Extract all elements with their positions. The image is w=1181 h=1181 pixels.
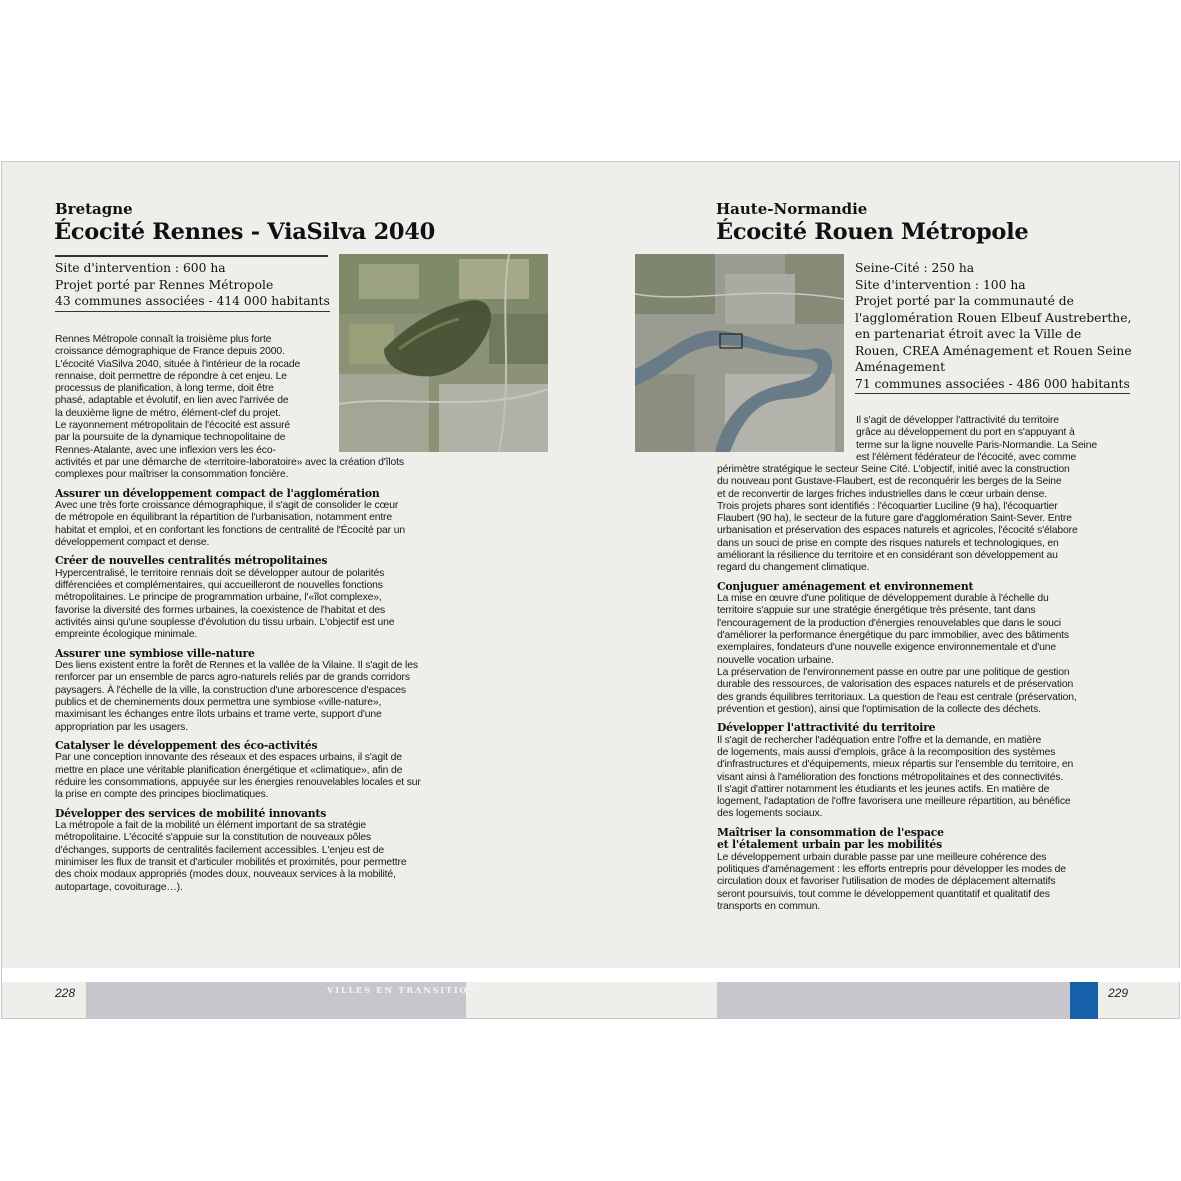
chapter-tab xyxy=(1070,982,1098,1019)
body-line: minimiser les flux de transit et d'articuler mobilités et proximités, pour permettre xyxy=(55,856,407,868)
intro-line: Rennes-Atalante, avec une inflexion vers les éco- xyxy=(55,444,276,456)
body-line: mettre en place une véritable planification énergétique et «climatique», afin de xyxy=(55,764,403,776)
left-body xyxy=(55,457,475,894)
body-line: Il s'agit d'attirer notamment les étudiants et les jeunes actifs. En matière de xyxy=(717,783,1050,795)
body-line: favorise la diversité des formes urbaines, la coexistence de l'habitat et des xyxy=(55,604,386,616)
right-fact-line: 71 communes associées - 486 000 habitants xyxy=(855,376,1130,395)
intro-line: est l'élément fédérateur de l'écocité, avec comme xyxy=(856,451,1077,463)
body-line: Des liens existent entre la forêt de Rennes et la vallée de la Vilaine. Il s'agit de les xyxy=(55,660,418,672)
intro-line: la deuxième ligne de métro, élément-clef du projet. xyxy=(55,407,281,419)
left-facts xyxy=(55,260,330,312)
left-page-number: 228 xyxy=(55,986,76,1000)
intro-line: Flaubert (90 ha), le secteur de la future gare d'agglomération Saint-Sever. Entre xyxy=(717,513,1072,525)
body-line: de logements, mais aussi d'emplois, grâce à la recomposition des systèmes xyxy=(717,746,1056,758)
left-title-rule xyxy=(55,255,328,257)
intro-line: urbanisation et préservation des espaces naturels et agricoles, l'écocité s'élabore xyxy=(717,525,1078,537)
body-line: prévention et gestion), ainsi que l'optimisation de la collecte des déchets. xyxy=(717,703,1041,715)
running-title: VILLES EN TRANSITION xyxy=(327,986,478,996)
intro-line: Le rayonnement métropolitain de l'écocité est assuré xyxy=(55,420,291,432)
body-line: de métropole en équilibrant la répartition de l'urbanisation, notamment entre xyxy=(55,512,392,524)
section-heading: Développer l'attractivité du territoire xyxy=(717,721,936,735)
body-line: la prise en compte des principes bioclimatiques. xyxy=(55,789,269,801)
right-intro-top xyxy=(856,415,1126,464)
right-fact-line: Seine-Cité : 250 ha xyxy=(855,261,975,275)
body-line: des choix modaux appropriés (modes doux, nouveaux services à la mobilité, xyxy=(55,869,396,881)
right-region-label: Haute-Normandie xyxy=(716,200,868,218)
right-fact-line: Aménagement xyxy=(855,360,946,374)
section-heading: Catalyser le développement des éco-activités xyxy=(55,738,318,752)
intro-line: complexes pour maîtriser la consommation foncière. xyxy=(55,469,289,481)
body-line: d'infrastructures et d'équipements, mieux répartis sur l'ensemble du territoire, en xyxy=(717,759,1074,771)
body-line: métropolitaines. Le principe de programmation urbaine, l'«îlot complexe», xyxy=(55,592,382,604)
section-heading: Développer des services de mobilité innovants xyxy=(55,806,327,820)
right-fact-line: Projet porté par la communauté de xyxy=(855,294,1074,308)
intro-line: Il s'agit de développer l'attractivité du territoire xyxy=(856,415,1059,426)
intro-line: processus de planification, à long terme, doit être xyxy=(55,383,274,395)
body-line: activités ainsi qu'une souplesse d'évolution du tissu urbain. L'objectif est une xyxy=(55,616,395,628)
intro-line: croissance démographique de France depuis 2000. xyxy=(55,346,285,358)
body-line: renforcer par un ensemble de parcs agro-naturels reliés par de grands corridors xyxy=(55,672,410,684)
body-line: visant ainsi à l'amélioration des fonctions métropolitaines et des connectivités. xyxy=(717,771,1064,783)
body-line: Avec une très forte croissance démographique, il s'agit de consolider le cœur xyxy=(55,500,399,512)
body-line: l'encouragement de la production d'énergies renouvelables que dans le souci xyxy=(717,617,1061,629)
intro-line: améliorant la résilience du territoire et en considérant son développement au xyxy=(717,550,1058,562)
section-heading: Assurer un développement compact de l'agglomération xyxy=(55,486,380,500)
body-line: développement compact et dense. xyxy=(55,536,210,548)
body-line: transports en commun. xyxy=(717,900,821,912)
body-line: d'échanges, supports de centralités facilement accessibles. L'enjeu est de xyxy=(55,844,385,856)
left-page xyxy=(2,162,592,1018)
intro-line: du nouveau pont Gustave-Flaubert, est de reconquérir les berges de la Seine xyxy=(717,476,1062,488)
right-footer-bar xyxy=(717,982,1072,1019)
right-fact-line: Site d'intervention : 100 ha xyxy=(855,277,1026,292)
body-line: territoire s'appuie sur une stratégie énergétique très présente, tant dans xyxy=(717,605,1036,617)
intro-line: phasé, adaptable et évolutif, en lien avec l'arrivée de xyxy=(55,395,289,407)
footer-margin xyxy=(2,968,592,982)
aerial-photo-rouen xyxy=(635,254,844,452)
intro-line: Rennes Métropole connaît la troisième plus forte xyxy=(55,334,272,345)
intro-line: et de reconvertir de larges friches industrielles dans le cœur urbain dense. xyxy=(717,488,1047,500)
body-line: appropriation par les usagers. xyxy=(55,721,188,733)
body-line: durable des ressources, de valorisation des espaces naturels et de préservation xyxy=(717,679,1074,691)
intro-line: dans un souci de prise en compte des risques naturels et technologiques, en xyxy=(717,537,1059,549)
intro-line: grâce au développement du port en s'appuyant à xyxy=(856,427,1075,439)
footer-margin xyxy=(592,968,1181,982)
body-line: politiques d'aménagement : les efforts entrepris pour développer les modes de xyxy=(717,864,1066,876)
section-heading: Créer de nouvelles centralités métropolitaines xyxy=(55,554,328,568)
intro-line: regard du changement climatique. xyxy=(717,562,870,574)
section-heading: Assurer une symbiose ville-nature xyxy=(55,646,255,660)
body-line: autopartage, covoiturage…). xyxy=(55,881,183,893)
body-line: différenciées et complémentaires, qui accueilleront de nouvelles fonctions xyxy=(55,580,383,592)
body-line: habitat et emploi, et en confortant les fonctions de centralité de l'Écocité par un xyxy=(55,524,405,536)
body-line: Il s'agit de rechercher l'adéquation entre l'offre et la demande, en matière xyxy=(717,734,1042,746)
body-line: exemplaires, fondateurs d'une nouvelle exigence environnementale et d'une xyxy=(717,642,1057,654)
body-line: circulation doux et favoriser l'utilisation de modes de déplacement alternatifs xyxy=(717,876,1056,888)
intro-line: Trois projets phares sont identifiés : l'écoquartier Luciline (9 ha), l'écoquartier xyxy=(717,500,1058,512)
section-heading: Maîtriser la consommation de l'espace et l'étalement urbain par les mobilités xyxy=(717,825,944,852)
body-line: des logements sociaux. xyxy=(717,808,823,820)
body-line: Par une conception innovante des réseaux et des espaces urbains, il s'agit de xyxy=(55,752,402,764)
body-line: métropolitaine. L'écocité s'appuie sur la constitution de nouveaux pôles xyxy=(55,832,372,844)
body-line: paysagers. À l'échelle de la ville, la construction d'une arborescence d'espaces xyxy=(55,684,406,696)
right-page xyxy=(592,162,1181,1018)
intro-line: rennaise, doit permettre de répondre à cet enjeu. Le xyxy=(55,370,287,382)
right-fact-line: en partenariat étroit avec la Ville de xyxy=(855,327,1082,341)
left-region-label: Bretagne xyxy=(55,200,133,218)
left-fact-line: Projet porté par Rennes Métropole xyxy=(55,277,274,292)
body-line: La préservation de l'environnement passe en outre par une politique de gestion xyxy=(717,666,1070,678)
body-line: logement, l'adaptation de l'offre favorisera une meilleure répartition, au bénéfice xyxy=(717,796,1071,808)
right-page-title: Écocité Rouen Métropole xyxy=(716,219,1029,245)
body-line: Le développement urbain durable passe par une meilleure cohérence des xyxy=(717,851,1047,863)
right-facts xyxy=(855,260,1132,394)
left-fact-line: 43 communes associées - 414 000 habitants xyxy=(55,293,330,312)
body-line: empreinte écologique minimale. xyxy=(55,629,198,641)
body-line: La métropole a fait de la mobilité un élément important de sa stratégie xyxy=(55,820,367,832)
body-line: publics et de cheminements doux permettra une symbiose «ville-nature», xyxy=(55,696,382,708)
body-line: seront poursuivis, tout comme le développement quantitatif et qualitatif des xyxy=(717,888,1050,900)
left-intro-top xyxy=(55,334,338,457)
right-body xyxy=(717,464,1147,913)
body-line: Hypercentralisé, le territoire rennais doit se développer autour de polarités xyxy=(55,567,385,579)
body-line: La mise en œuvre d'une politique de développement durable à l'échelle du xyxy=(717,593,1049,605)
aerial-photo-rennes xyxy=(339,254,548,452)
intro-line: L'écocité ViaSilva 2040, située à l'intérieur de la rocade xyxy=(55,358,301,370)
right-fact-line: l'agglomération Rouen Elbeuf Austreberthe, xyxy=(855,310,1132,325)
right-page-number: 229 xyxy=(1108,986,1129,1000)
body-line: nouvelle vocation urbaine. xyxy=(717,654,834,666)
intro-line: activités et par une démarche de «territoire-laboratoire» avec la création d'îlots xyxy=(55,457,404,468)
intro-line: périmètre stratégique le secteur Seine Cité. L'objectif, initié avec la construction xyxy=(717,464,1070,475)
left-page-title: Écocité Rennes - ViaSilva 2040 xyxy=(54,219,436,245)
right-fact-line: Rouen, CREA Aménagement et Rouen Seine xyxy=(855,343,1132,358)
intro-line: terme sur la ligne nouvelle Paris-Normandie. La Seine xyxy=(856,439,1097,451)
book-spread xyxy=(1,161,1180,1019)
section-heading: Conjuguer aménagement et environnement xyxy=(717,579,974,593)
left-fact-line: Site d'intervention : 600 ha xyxy=(55,261,226,275)
body-line: d'améliorer la performance énergétique du parc immobilier, avec des bâtiments xyxy=(717,630,1069,642)
body-line: des grands équilibres territoriaux. La question de l'eau est centrale (préservation, xyxy=(717,691,1077,703)
body-line: maximisant les échanges entre îlots urbains et trame verte, support d'une xyxy=(55,709,382,721)
body-line: réduire les consommations, appuyée sur les énergies renouvelables locales et sur xyxy=(55,776,421,788)
intro-line: par la poursuite de la dynamique technopolitaine de xyxy=(55,432,286,444)
